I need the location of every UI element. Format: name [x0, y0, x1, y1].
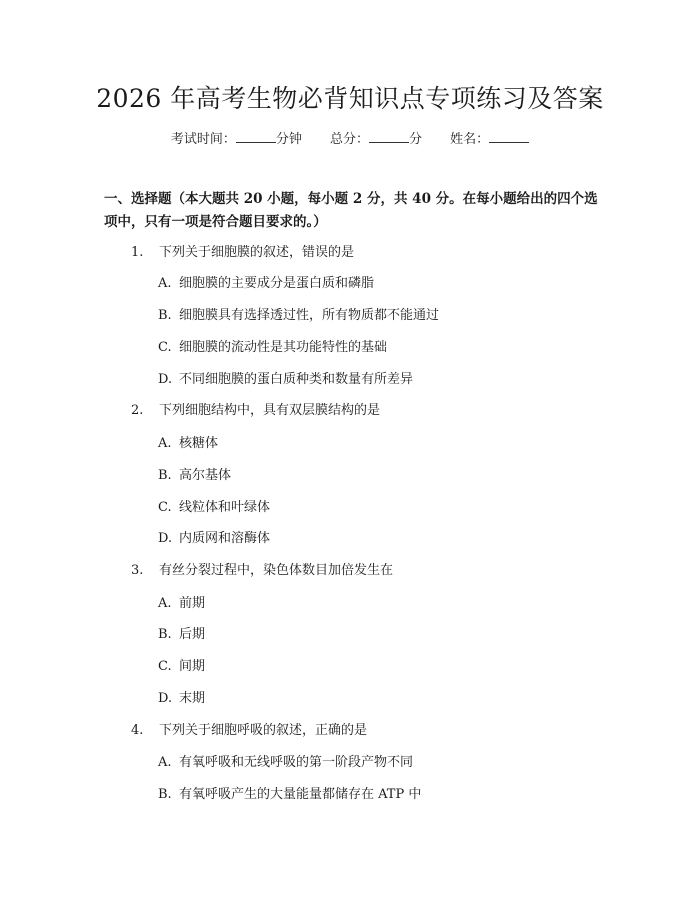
- exam-time-blank[interactable]: [236, 130, 276, 143]
- option-letter: D.: [158, 531, 173, 546]
- option-letter: A.: [158, 755, 172, 770]
- answer-option: [158, 434, 218, 454]
- total-score-blank[interactable]: [369, 130, 409, 143]
- option-text: 高尔基体: [179, 468, 232, 483]
- answer-option: [158, 529, 270, 549]
- option-text: 有氧呼吸产生的大量能量都储存在 ATP 中: [179, 787, 422, 802]
- question: [131, 561, 393, 581]
- exam-info-line: [0, 130, 700, 150]
- option-letter: D.: [158, 691, 173, 706]
- question-number: 2.: [131, 403, 144, 418]
- option-letter: C.: [158, 340, 172, 355]
- exam-time-field: [171, 130, 302, 150]
- answer-option: [158, 274, 374, 294]
- question-number: 3.: [131, 563, 144, 578]
- student-name-label: 姓名：: [450, 132, 490, 147]
- answer-option: [158, 466, 231, 486]
- option-letter: B.: [158, 627, 172, 642]
- question-number: 4.: [131, 723, 144, 738]
- question-text: 下列细胞结构中，具有双层膜结构的是: [159, 403, 381, 418]
- option-letter: A.: [158, 596, 172, 611]
- answer-option: [158, 338, 387, 358]
- question: [131, 721, 367, 741]
- option-text: 核糖体: [179, 436, 219, 451]
- exam-time-label: 考试时间：: [170, 132, 236, 147]
- option-letter: A.: [158, 436, 172, 451]
- answer-option: [158, 306, 439, 326]
- option-text: 细胞膜的流动性是其功能特性的基础: [179, 340, 388, 355]
- question: [131, 401, 380, 421]
- option-text: 细胞膜的主要成分是蛋白质和磷脂: [179, 276, 375, 291]
- option-letter: B.: [158, 787, 172, 802]
- total-score-unit: 分: [409, 132, 423, 147]
- answer-option: [158, 753, 413, 773]
- exam-time-unit: 分钟: [275, 132, 302, 147]
- option-letter: B.: [158, 308, 172, 323]
- answer-option: [158, 498, 270, 518]
- question-text: 有丝分裂过程中，染色体数目加倍发生在: [159, 563, 394, 578]
- option-letter: C.: [158, 500, 172, 515]
- question-text: 下列关于细胞呼吸的叙述，正确的是: [159, 723, 368, 738]
- answer-option: [158, 657, 205, 677]
- answer-option: [158, 785, 421, 805]
- option-text: 末期: [179, 691, 206, 706]
- question-text: 下列关于细胞膜的叙述，错误的是: [159, 245, 355, 260]
- student-name-blank[interactable]: [489, 130, 529, 143]
- answer-option: [158, 689, 205, 709]
- option-text: 间期: [179, 659, 206, 674]
- option-text: 有氧呼吸和无线呼吸的第一阶段产物不同: [179, 755, 414, 770]
- student-name-field: [450, 130, 529, 150]
- answer-option: [158, 594, 205, 614]
- option-text: 内质网和溶酶体: [179, 531, 271, 546]
- option-text: 线粒体和叶绿体: [179, 500, 271, 515]
- option-letter: C.: [158, 659, 172, 674]
- option-text: 后期: [179, 627, 206, 642]
- answer-option: [158, 370, 413, 390]
- option-text: 前期: [179, 596, 206, 611]
- answer-option: [158, 625, 205, 645]
- option-text: 细胞膜具有选择透过性，所有物质都不能通过: [179, 308, 440, 323]
- option-letter: A.: [158, 276, 172, 291]
- option-letter: B.: [158, 468, 172, 483]
- question: [131, 243, 354, 263]
- question-number: 1.: [131, 245, 144, 260]
- option-letter: D.: [158, 372, 173, 387]
- page-title: 2026 年高考生物必背知识点专项练习及答案: [96, 84, 604, 113]
- total-score-label: 总分：: [329, 132, 369, 147]
- section-heading: 一、选择题（本大题共 20 小题，每小题 2 分，共 40 分。在每小题给出的四个选项中，只有一项是符合题目要求的。）: [104, 191, 598, 230]
- option-text: 不同细胞膜的蛋白质种类和数量有所差异: [179, 372, 414, 387]
- total-score-field: [330, 130, 422, 150]
